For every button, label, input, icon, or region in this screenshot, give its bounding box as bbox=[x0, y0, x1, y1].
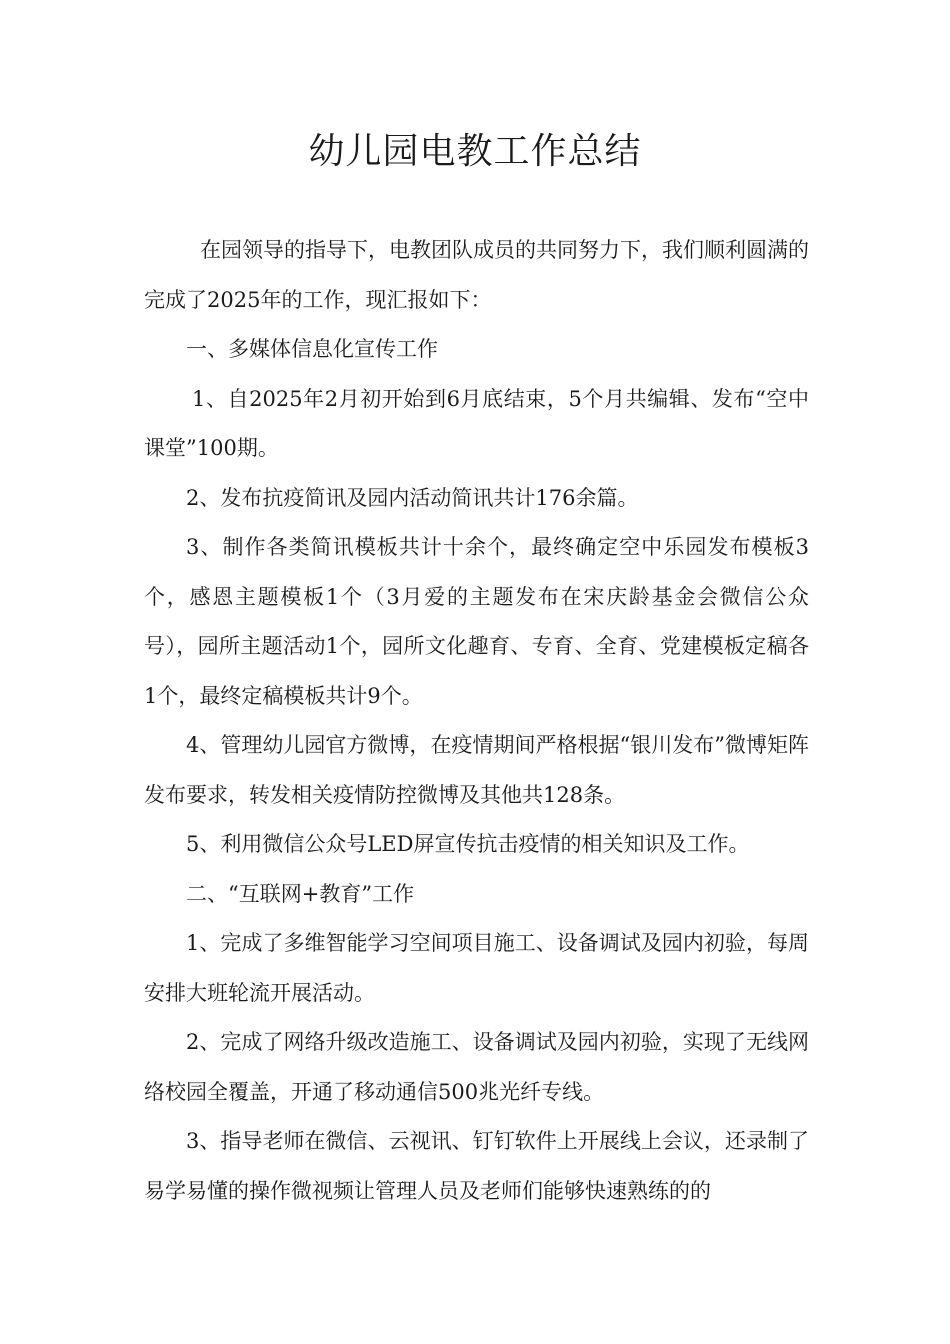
section-1-item-2: 2、发布抗疫简讯及园内活动简讯共计176余篇。 bbox=[186, 485, 639, 510]
section-heading-2: 二、“互联网+教育”工作 bbox=[186, 881, 415, 906]
intro-paragraph: 在园领导的指导下，电教团队成员的共同努力下，我们顺利圆满的完成了2025年的工作，现汇报如下： bbox=[144, 238, 809, 312]
section-1-item-3: 3、制作各类简讯模板共计十余个，最终确定空中乐园发布模板3个，感恩主题模板1个（3月爱的主题发布在宋庆龄基金会微信公众号），园所主题活动1个，园所文化趣育、专育、全育、党建模板定稿各1个，最终定稿模板共计9个。 bbox=[144, 535, 809, 708]
section-1-item-4: 4、管理幼儿园官方微博，在疫情期间严格根据“银川发布”微博矩阵发布要求，转发相关疫情防控微博及其他共128条。 bbox=[144, 733, 809, 807]
section-1-item-5: 5、利用微信公众号LED屏宣传抗击疫情的相关知识及工作。 bbox=[186, 832, 750, 856]
document-body bbox=[144, 226, 809, 1216]
section-2-item-3: 3、指导老师在微信、云视讯、钉钉软件上开展线上会议，还录制了易学易懂的操作微视频让管理人员及老师们能够快速熟练的的 bbox=[144, 1129, 809, 1203]
document-title: 幼儿园电教工作总结 bbox=[308, 131, 642, 172]
section-2-item-1: 1、完成了多维智能学习空间项目施工、设备调试及园内初验，每周安排大班轮流开展活动。 bbox=[144, 931, 809, 1005]
section-heading-1: 一、多媒体信息化宣传工作 bbox=[186, 337, 438, 361]
section-2-item-2: 2、完成了网络升级改造施工、设备调试及园内初验，实现了无线网络校园全覆盖，开通了移动通信500兆光纤专线。 bbox=[144, 1030, 809, 1104]
section-1-item-1: 1、自2025年2月初开始到6月底结束，5个月共编辑、发布“空中课堂”100期。 bbox=[144, 386, 809, 460]
